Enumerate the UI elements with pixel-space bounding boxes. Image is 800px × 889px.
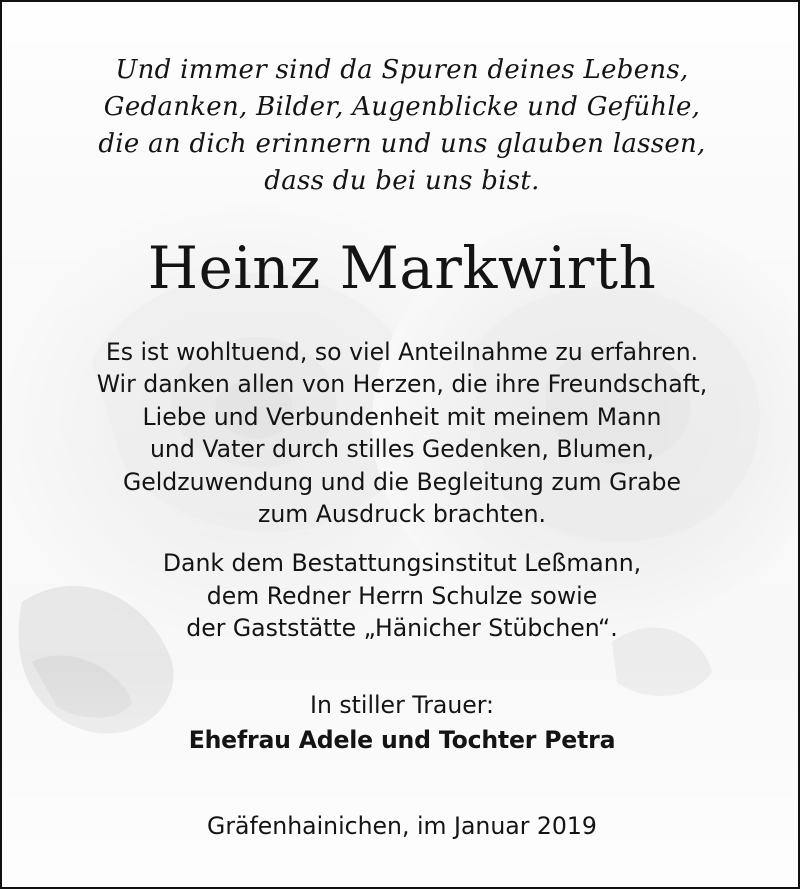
place-and-date: Gräfenhainichen, im Januar 2019 [207,812,597,840]
mourning-intro: In stiller Trauer: [309,691,495,719]
poem-line: die an dich erinnern und uns glauben lassen, [98,129,706,159]
mourners-names: Ehefrau Adele und Tochter Petra [188,726,616,754]
acknowledgement-line: dem Redner Herrn Schulze sowie [206,582,598,610]
thanks-line: zum Ausdruck brachten. [257,500,547,528]
deceased-name: Heinz Markwirth [147,234,657,302]
poem-line: dass du bei uns bist. [264,166,540,196]
notice-content [2,2,800,889]
acknowledgement-line: Dank dem Bestattungsinstitut Leßmann, [162,549,642,577]
thanks-line: und Vater durch stilles Gedenken, Blumen, [149,435,655,463]
thanks-line: Es ist wohltuend, so viel Anteilnahme zu erfahren. [105,338,699,366]
poem-line: Gedanken, Bilder, Augenblicke und Gefühle, [103,92,701,122]
acknowledgement-line: der Gaststätte „Hänicher Stübchen“. [186,614,618,642]
thanks-line: Liebe und Verbundenheit mit meinem Mann [142,403,662,431]
poem-line: Und immer sind da Spuren deines Lebens, [115,55,689,85]
thanks-line: Geldzuwendung und die Begleitung zum Grabe [122,468,682,496]
thanks-line: Wir danken allen von Herzen, die ihre Freundschaft, [96,370,708,398]
